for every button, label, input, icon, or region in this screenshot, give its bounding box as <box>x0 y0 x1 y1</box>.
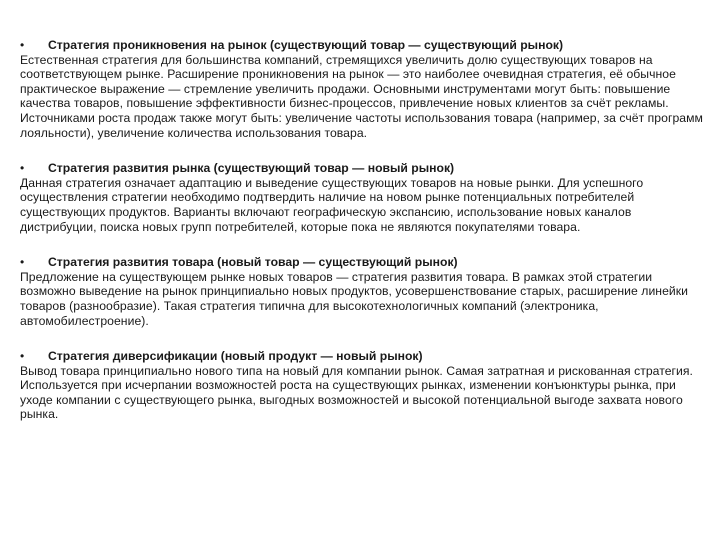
heading-text: Стратегия диверсификации (новый продукт — новый рынок) <box>48 349 423 364</box>
bullet-icon: • <box>20 161 25 176</box>
section-heading <box>20 255 706 270</box>
section-market-penetration <box>20 38 706 140</box>
section-body: Естественная стратегия для большинства компаний, стремящихся увеличить долю существующих товаров на соответствующем рынке. Расширение проникновения на рынок — это наиболее очевидная стратегия, её обычное практическое выражение — стремление увеличить продажи. Основными инструментами могут быть: повышение качества товаров, повышение эффективности бизнес-процессов, привлечение новых клиентов за счёт рекламы. Источниками роста продаж также могут быть: увеличение частоты использования товара (например, за счёт программ лояльности), увеличение количества использования товара. <box>20 52 703 140</box>
document-page <box>20 38 706 443</box>
bullet-icon: • <box>20 38 25 52</box>
section-diversification <box>20 349 706 422</box>
section-body: Предложение на существующем рынке новых товаров — стратегия развития товара. В рамках этой стратегии возможно выведение на рынок принципиально новых продуктов, усовершенствование старых, расширение линейки товаров (разнообразие). Такая стратегия типична для высокотехнологичных компаний (электроника, автомобилестроение). <box>20 269 689 328</box>
heading-text: Стратегия развития товара (новый товар — существующий рынок) <box>48 255 458 270</box>
heading-text: Стратегия развития рынка (существующий товар — новый рынок) <box>48 161 455 176</box>
section-heading <box>20 161 706 176</box>
bullet-icon: • <box>20 349 25 364</box>
bullet-icon: • <box>20 255 25 270</box>
section-heading <box>20 38 706 53</box>
section-body: Данная стратегия означает адаптацию и выведение существующих товаров на новые рынки. Для успешного осуществления стратегии необходимо подтвердить наличие на новом рынке потенциальных потребителей существующих продуктов. Варианты включают географическую экспансию, использование новых каналов дистрибуции, поиска новых групп потребителей, которые пока не являются покупателями товара. <box>20 175 644 234</box>
section-body: Вывод товара принципиально нового типа на новый для компании рынок. Самая затратная и рискованная стратегия. Используется при исчерпании возможностей роста на существующих рынках, изменении конъюнктуры рынка, при уходе компании с существующего рынка, выгодных возможностей и высокой потенциальной выгоде захвата нового рынка. <box>20 363 693 422</box>
heading-text: Стратегия проникновения на рынок (существующий товар — существующий рынок) <box>48 38 564 52</box>
section-product-development <box>20 255 706 328</box>
section-heading <box>20 349 706 364</box>
section-market-development <box>20 161 706 234</box>
